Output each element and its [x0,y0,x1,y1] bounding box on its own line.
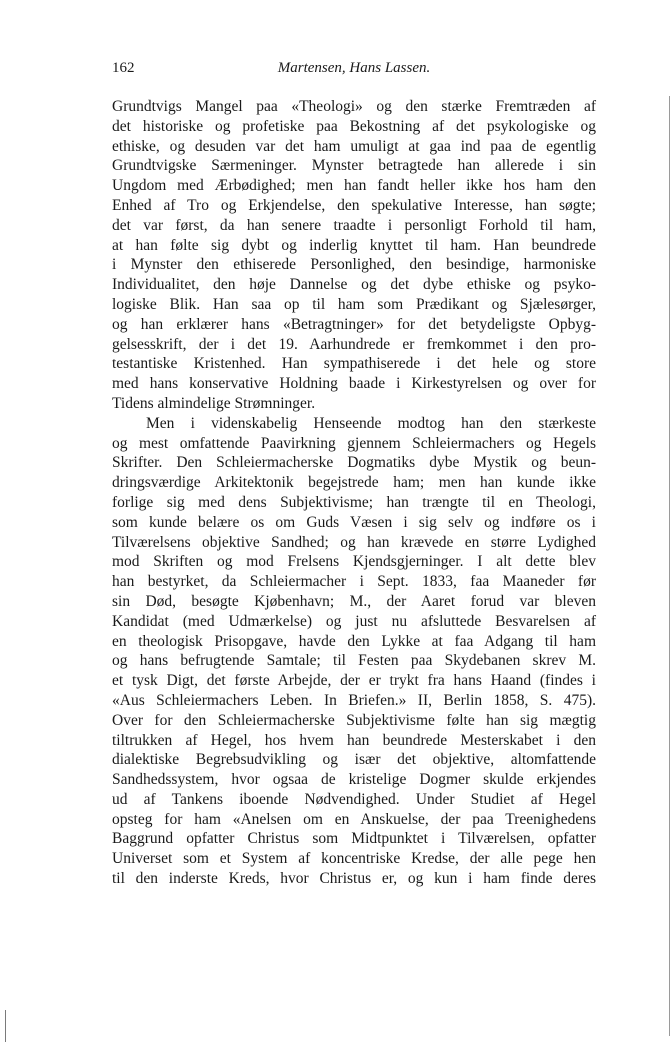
text-line: logiske Blik. Han saa op til ham som Prædikant og Sjælesørger, [112,295,596,313]
text-line: testantiske Kristenhed. Han sympathiserede i det hele og store [112,355,596,373]
text-line: tiltrukken af Hegel, hos hvem han beundrede Mesterskabet i den [112,731,596,749]
text-line: at han følte sig dybt og inderlig knyttet til ham. Han beundrede [112,236,596,254]
paragraph-first-line: Men i videnskabelig Henseende modtog han den stærkeste [146,414,596,432]
text-line: Grundtvigske Særmeninger. Mynster betragtede han allerede i sin [112,157,596,175]
text-line: det var først, da han senere traadte i personligt Forhold til ham, [112,216,596,234]
text-line: i Mynster den ethiserede Personlighed, den besindige, harmoniske [112,256,596,274]
text-line: ethiske, og desuden var det ham umuligt at gaa ind paa de egentlig [112,137,596,155]
text-line: mod Skriften og mod Frelsens Kjendsgjerninger. I alt dette blev [112,553,596,571]
text-line: og hans befrugtende Samtale; til Festen paa Skydebanen skrev M. [112,652,596,670]
text-line: som kunde belære os om Guds Væsen i sig selv og indføre os i [112,513,596,531]
text-line: Enhed af Tro og Erkjendelse, den spekulative Interesse, han søgte; [112,196,596,214]
text-line: det historiske og profetiske paa Bekostning af det psykologiske og [112,117,596,135]
text-line: med hans konservative Holdning baade i Kirkestyrelsen og over for [112,375,596,393]
page-edge-left [5,1010,6,1042]
text-line: Ungdom med Ærbødighed; men han fandt heller ikke hos ham den [112,177,596,195]
text-line: Universet som et System af koncentriske Kredse, der alle pege hen [112,850,596,868]
text-line: Baggrund opfatter Christus som Midtpunktet i Tilværelsen, opfatter [112,830,596,848]
text-line: Individualitet, den høje Dannelse og det dybe ethiske og psyko- [112,276,596,294]
text-line: Tilværelsens objektive Sandhed; og han krævede en større Lydighed [112,533,596,551]
text-body [112,97,596,889]
running-title: Martensen, Hans Lassen. [277,60,431,76]
text-line: Grundtvigs Mangel paa «Theologi» og den stærke Fremtræden af [112,98,596,115]
text-line: ud af Tankens iboende Nødvendighed. Under Studiet af Hegel [112,790,596,808]
text-line: et tysk Digt, det første Arbejde, der er trykt fra hans Haand (findes i [112,672,596,690]
text-line: til den inderste Kreds, hvor Christus er, og kun i ham finde deres [112,870,596,888]
text-line: dringsværdige Arkitektonik begejstrede ham; men han kunde ikke [112,474,596,492]
text-line: dialektiske Begrebsudvikling og især det objektive, altomfattende [112,751,596,769]
text-line: og mest omfattende Paavirkning gjennem Schleiermachers og Hegels [112,434,596,452]
page-edge-right [669,96,670,1036]
text-line: opsteg for ham «Anelsen om en Anskuelse, der paa Treenighedens [112,810,596,828]
text-line: Over for den Schleiermacherske Subjektivisme følte han sig mægtig [112,711,596,729]
text-line: han bestyrket, da Schleiermacher i Sept. 1833, faa Maaneder før [112,573,596,591]
text-line: «Aus Schleiermachers Leben. In Briefen.» II, Berlin 1858, S. 475). [112,691,596,709]
text-line: Kandidat (med Udmærkelse) og just nu afsluttede Besvarelsen af [112,612,596,630]
text-line: gelsesskrift, der i det 19. Aarhundrede er fremkommet i den pro- [112,335,596,353]
page-header [112,58,596,82]
text-line: en theologisk Prisopgave, havde den Lykke at faa Adgang til ham [112,632,596,650]
text-line: forlige sig med dens Subjektivisme; han trængte til en Theologi, [112,493,596,511]
paragraph-last-line: Tidens almindelige Strømninger. [112,394,316,412]
text-line: og han erklærer hans «Betragtninger» for det betydeligste Opbyg- [112,315,596,333]
page-number: 162 [112,60,135,76]
text-line: sin Død, besøgte Kjøbenhavn; M., der Aaret forud var bleven [112,592,596,610]
text-line: Skrifter. Den Schleiermacherske Dogmatiks dybe Mystik og beun- [112,454,596,472]
text-line: Sandhedssystem, hvor ogsaa de kristelige Dogmer skulde erkjendes [112,771,596,789]
